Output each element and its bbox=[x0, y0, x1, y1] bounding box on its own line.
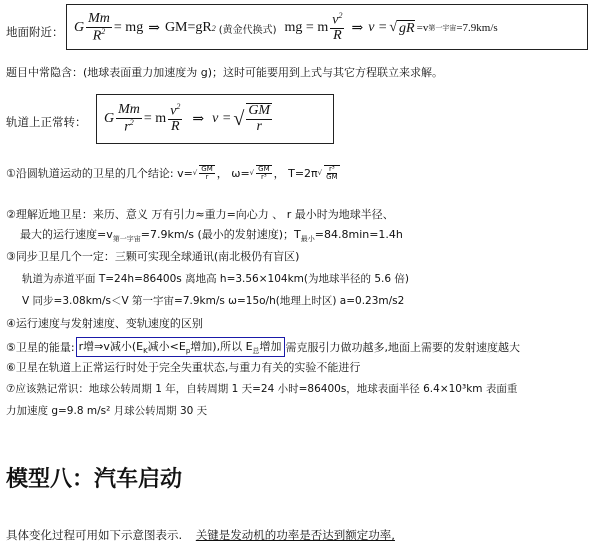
denominator: R bbox=[333, 28, 342, 44]
numerator: Mm bbox=[88, 10, 110, 26]
denominator: r³ bbox=[261, 173, 267, 181]
numerator bbox=[168, 103, 182, 120]
denominator bbox=[122, 119, 135, 135]
item-7: ⑦应该熟记常识：地球公转周期 1 年，自转周期 1 天=24 小时=86400s，地球表面半径 6.4×10³km 表面重 bbox=[6, 383, 518, 395]
sqrt-icon: √ bbox=[233, 107, 245, 130]
num-sup: 2 bbox=[176, 101, 181, 111]
text: 需克服引力做功越多,地面上需要的发射速度越大 bbox=[285, 341, 521, 355]
numerator: r³ bbox=[329, 164, 335, 173]
numerator: Mm bbox=[118, 101, 140, 117]
item-3: ③同步卫星几个一定：三颗可实现全球通讯(南北极仍有盲区) bbox=[6, 250, 300, 263]
omega-label: ， ω= bbox=[216, 167, 250, 180]
fraction-gm-r bbox=[199, 165, 214, 182]
sub: K bbox=[143, 347, 148, 356]
eq-mid: = m bbox=[143, 111, 167, 126]
denominator bbox=[91, 28, 108, 44]
rhs-mg: = mg bbox=[113, 20, 144, 35]
eq3-lhs: mg = m bbox=[284, 20, 329, 35]
text: ⑤卫星的能量: bbox=[6, 341, 75, 355]
text: 最大的运行速度=v bbox=[20, 228, 113, 241]
item-2-line-2 bbox=[20, 226, 403, 244]
fraction-gm-r3 bbox=[256, 165, 271, 182]
denominator: R bbox=[171, 119, 180, 135]
numerator: GM bbox=[201, 164, 213, 173]
footer-line bbox=[6, 527, 395, 543]
text: r增⇒v减小(E bbox=[78, 340, 144, 353]
sub-first-cosmic: 第一宇宙 bbox=[428, 24, 457, 32]
denominator: r bbox=[205, 173, 209, 181]
implied-condition-text: 题目中常隐含：(地球表面重力加速度为 g)；这时可能要用到上式与其它方程联立来求解。 bbox=[6, 66, 444, 79]
denominator: r bbox=[256, 119, 262, 134]
text: 增加),所以 E bbox=[190, 340, 253, 353]
eq2-sup: 2 bbox=[211, 23, 216, 33]
label-orbit: 轨道上正常转： bbox=[6, 115, 87, 129]
period-label: ， T=2π bbox=[273, 167, 318, 180]
section-heading: 模型八：汽车启动 bbox=[6, 467, 183, 492]
golden-substitution-note: (黄金代换式) bbox=[218, 24, 277, 36]
sqrt-gr: gR bbox=[399, 20, 415, 36]
sqrt-icon: √ bbox=[249, 169, 255, 177]
formula-ground bbox=[74, 8, 498, 48]
item-1 bbox=[6, 160, 342, 186]
sqrt-fraction bbox=[246, 103, 272, 134]
sub: p bbox=[185, 347, 191, 356]
label-near-ground: 地面附近： bbox=[6, 25, 64, 39]
eq-v: v = bbox=[212, 111, 232, 126]
footer-key-text: 关键是发动机的功率是否达到额定功率, bbox=[195, 528, 395, 542]
sqrt-icon: √ bbox=[317, 169, 323, 177]
text: =84.8min=1.4h bbox=[314, 228, 403, 241]
sqrt-icon: √ bbox=[192, 169, 198, 177]
den-sup: 2 bbox=[101, 26, 106, 36]
symbol-g: G bbox=[104, 111, 115, 126]
sub: 总 bbox=[252, 347, 260, 356]
arrow-icon: ⇒ bbox=[351, 20, 364, 36]
sub: 最小 bbox=[300, 235, 315, 244]
eq4-rhs: =7.9km/s bbox=[456, 22, 498, 34]
fraction-v2-r bbox=[168, 103, 182, 135]
text: 减小<E bbox=[147, 340, 186, 353]
den-text: r bbox=[124, 119, 130, 135]
numerator: GM bbox=[258, 164, 270, 173]
eq4-lhs: v = bbox=[368, 20, 388, 35]
fraction-r3-gm bbox=[324, 165, 339, 182]
item-3-line-3: V 同步=3.08km/s＜V 第一宇宙=7.9km/s ω=15o/h(地理上时区) a=0.23m/s2 bbox=[22, 295, 405, 307]
eq4-mid: =v bbox=[416, 22, 429, 34]
sqrt-icon: √ bbox=[389, 20, 398, 35]
fraction-mm-r2 bbox=[116, 103, 142, 135]
num-sup: 2 bbox=[338, 10, 343, 20]
item-7-line-2: 力加速度 g=9.8 m/s² 月球公转周期 30 天 bbox=[6, 405, 208, 417]
arrow-icon: ⇒ bbox=[148, 20, 160, 36]
eq-gm-gr2: GM=gR bbox=[164, 20, 212, 35]
item-4: ④运行速度与发射速度、变轨速度的区别 bbox=[6, 317, 203, 330]
item-2: ②理解近地卫星：来历、意义 万有引力≈重力=向心力 、 r 最小时为地球半径、 bbox=[6, 208, 394, 221]
arrow-icon: ⇒ bbox=[192, 111, 205, 127]
numerator: GM bbox=[248, 103, 271, 119]
item-3-line-2: 轨道为赤道平面 T=24h=86400s 离地高 h=3.56×104km(为地球半径的 5.6 倍) bbox=[22, 273, 409, 285]
item-5 bbox=[6, 337, 520, 357]
num-text: v bbox=[332, 12, 339, 28]
fraction-mm-r2 bbox=[86, 12, 112, 44]
energy-highlight-box bbox=[76, 337, 285, 357]
symbol-g: G bbox=[74, 20, 85, 35]
footer-text: 具体变化过程可用如下示意图表示. bbox=[6, 528, 183, 542]
fraction-v2-r bbox=[330, 12, 344, 44]
text: 增加 bbox=[259, 340, 282, 353]
item-1-text: ①沿圆轨道运动的卫星的几个结论: v= bbox=[6, 167, 193, 180]
numerator bbox=[330, 12, 344, 29]
den-text: R bbox=[92, 28, 102, 44]
den-sup: 2 bbox=[129, 117, 134, 127]
denominator: GM bbox=[326, 173, 338, 181]
sub: 第一宇宙 bbox=[112, 235, 141, 244]
item-6: ⑥卫星在轨道上正常运行时处于完全失重状态,与重力有关的实验不能进行 bbox=[6, 361, 361, 374]
text: =7.9km/s (最小的发射速度)；T bbox=[140, 228, 301, 241]
formula-orbit bbox=[104, 96, 274, 142]
num-text: v bbox=[170, 103, 177, 119]
